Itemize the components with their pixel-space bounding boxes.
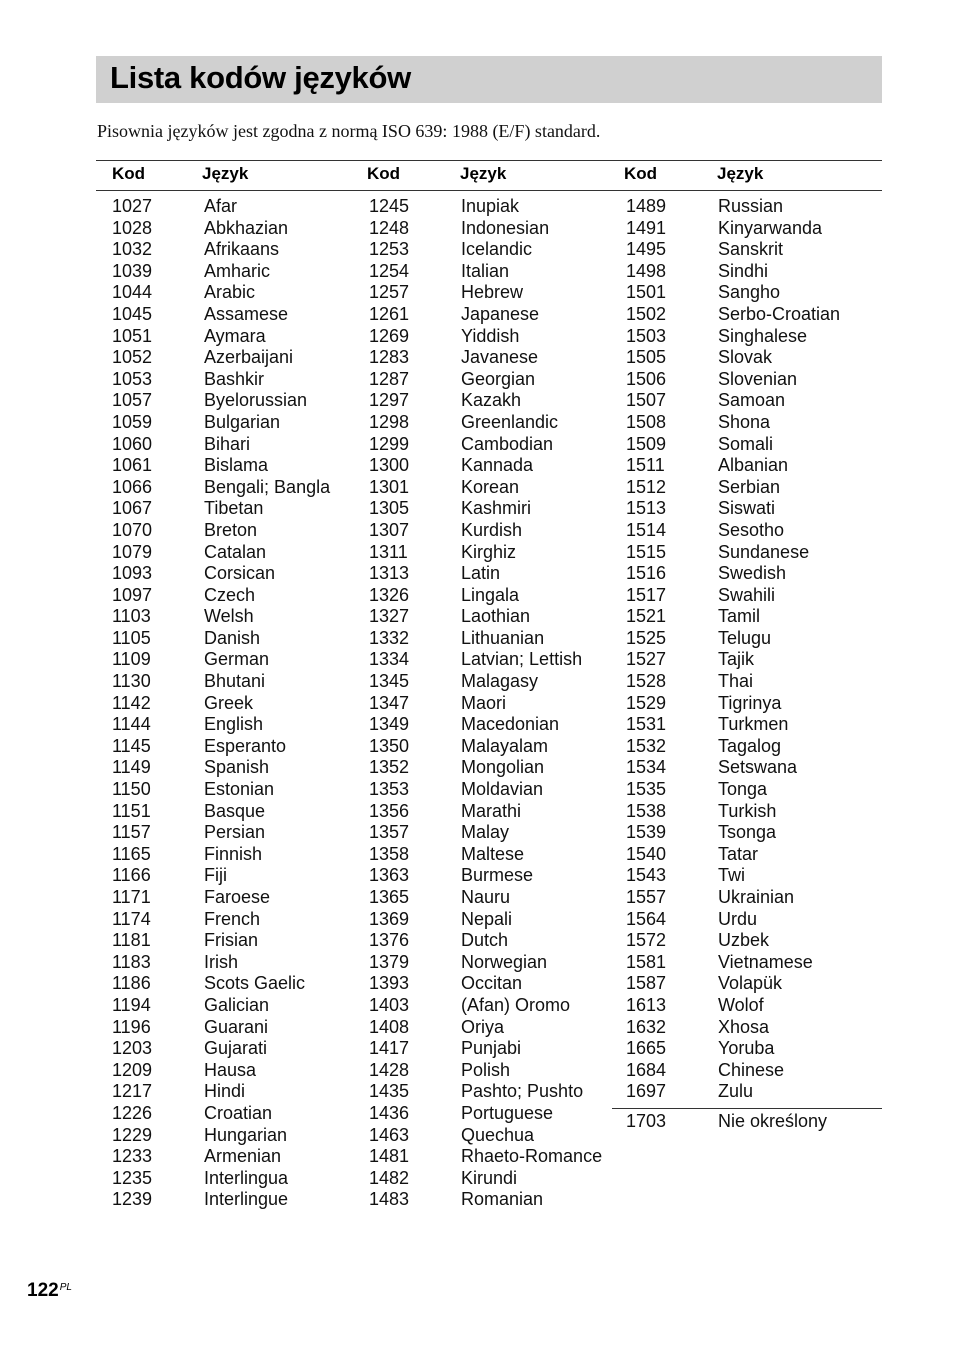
language-cell: Assamese (204, 303, 289, 324)
code-cell: 1543 (626, 865, 667, 886)
language-cell: Hebrew (461, 282, 524, 303)
code-cell: 1166 (112, 865, 151, 886)
language-cell: Malagasy (461, 671, 539, 692)
language-cell: Quechua (461, 1124, 535, 1145)
language-cell: Serbo-Croatian (718, 303, 841, 324)
language-cell: Dutch (461, 930, 509, 951)
code-cell: 1334 (369, 649, 410, 670)
code-cell: 1613 (626, 994, 667, 1015)
language-cell: Samoan (718, 390, 786, 411)
language-cell: Occitan (461, 973, 523, 994)
code-cell: 1417 (369, 1038, 410, 1059)
code-cell: 1525 (626, 627, 667, 648)
language-cell: Turkish (718, 800, 777, 821)
code-cell: 1506 (626, 368, 667, 389)
language-cell: Latvian; Lettish (461, 649, 583, 670)
code-cell: 1171 (112, 887, 151, 907)
code-cell: 1326 (369, 584, 410, 605)
language-cell: Basque (204, 800, 266, 821)
language-cell: Swedish (718, 563, 787, 584)
code-cell: 1165 (112, 843, 151, 864)
code-cell: 1572 (626, 930, 667, 951)
code-cell: 1298 (369, 411, 410, 432)
language-cell: Siswati (718, 498, 776, 519)
language-cell: Czech (204, 584, 256, 605)
language-cell: Tsonga (718, 822, 777, 843)
code-cell: 1358 (369, 843, 410, 864)
language-cell: Russian (718, 196, 784, 216)
language-cell: Galician (204, 994, 270, 1015)
language-cell: Bihari (204, 433, 251, 454)
code-cell: 1684 (626, 1059, 667, 1080)
code-cell: 1028 (112, 217, 153, 238)
language-cell: Punjabi (461, 1038, 522, 1059)
code-cell: 1233 (112, 1146, 153, 1167)
language-cell: Lingala (461, 584, 520, 605)
code-cell: 1482 (369, 1167, 410, 1188)
code-cell: 1093 (112, 563, 153, 584)
language-cell: Swahili (718, 584, 776, 605)
language-cell: Norwegian (461, 951, 548, 972)
language-cell: Tibetan (204, 498, 264, 519)
language-cell: English (204, 714, 264, 735)
language-cell: Cambodian (461, 433, 554, 454)
code-cell: 1408 (369, 1016, 410, 1037)
code-cell: 1535 (626, 779, 667, 800)
code-cell: 1109 (112, 649, 151, 670)
language-cell: Abkhazian (204, 217, 289, 238)
language-cell: Afar (204, 196, 238, 216)
code-cell: 1515 (626, 541, 667, 562)
code-cell: 1347 (369, 692, 410, 713)
code-cell: 1697 (626, 1081, 667, 1102)
language-cell: Catalan (204, 541, 267, 562)
code-cell: 1509 (626, 433, 667, 454)
language-cell: Marathi (461, 800, 522, 821)
code-cell: 1299 (369, 433, 410, 454)
language-cell: Kirundi (461, 1167, 518, 1188)
language-cell: Hungarian (204, 1124, 288, 1145)
language-cell: Welsh (204, 606, 254, 627)
language-cell: Sundanese (718, 541, 810, 562)
code-cell: 1463 (369, 1124, 410, 1145)
language-cell: Korean (461, 476, 520, 497)
header-bottom-rule (96, 190, 882, 191)
language-cell: Persian (204, 822, 266, 843)
code-cell: 1149 (112, 757, 151, 778)
language-cell: Nepali (461, 908, 513, 929)
code-cell: 1254 (369, 260, 410, 281)
code-cell: 1529 (626, 692, 667, 713)
language-cell: Sanskrit (718, 239, 784, 260)
language-cell: Moldavian (461, 779, 544, 800)
language-cell: Mongolian (461, 757, 545, 778)
code-cell: 1498 (626, 260, 667, 281)
language-cell: Nauru (461, 887, 511, 907)
language-cell: Inupiak (461, 196, 520, 216)
language-cell: Shona (718, 411, 771, 432)
code-cell: 1066 (112, 476, 153, 497)
language-cell: Macedonian (461, 714, 560, 735)
code-cell: 1103 (112, 606, 151, 627)
language-cell: Yiddish (461, 325, 520, 346)
code-cell: 1151 (112, 800, 151, 821)
code-cell: 1145 (112, 735, 151, 756)
language-cell: Uzbek (718, 930, 770, 951)
code-cell: 1369 (369, 908, 410, 929)
code-cell: 1174 (112, 908, 151, 929)
language-cell: Irish (204, 951, 239, 972)
code-cell: 1248 (369, 217, 410, 238)
language-cell: Javanese (461, 347, 539, 368)
code-cell: 1532 (626, 735, 667, 756)
code-cell: 1501 (626, 282, 667, 303)
code-cell: 1297 (369, 390, 410, 411)
language-cell: Croatian (204, 1102, 273, 1123)
code-cell: 1511 (626, 455, 665, 476)
language-cell: Sangho (718, 282, 781, 303)
code-cell: 1186 (112, 973, 151, 994)
language-cell: Finnish (204, 843, 263, 864)
language-cell: Rhaeto-Romance (461, 1146, 603, 1167)
code-cell: 1516 (626, 563, 667, 584)
language-cell: Maltese (461, 843, 525, 864)
code-cell: 1349 (369, 714, 410, 735)
code-cell: 1235 (112, 1167, 153, 1188)
code-cell: 1528 (626, 671, 667, 692)
code-cell: 1287 (369, 368, 410, 389)
language-cell: Telugu (718, 627, 772, 648)
language-cell: Tigrinya (718, 692, 782, 713)
code-cell: 1632 (626, 1016, 667, 1037)
language-cell: Tamil (718, 606, 761, 627)
code-cell: 1534 (626, 757, 667, 778)
code-cell: 1353 (369, 779, 410, 800)
code-cell: 1067 (112, 498, 153, 519)
code-cell: 1514 (626, 519, 667, 540)
language-cell: Hindi (204, 1081, 246, 1102)
language-cell: Kazakh (461, 390, 522, 411)
language-cell: Azerbaijani (204, 347, 294, 368)
code-cell: 1376 (369, 930, 410, 951)
code-cell: 1239 (112, 1189, 153, 1210)
language-cell: Laothian (461, 606, 531, 627)
language-cell: Singhalese (718, 325, 808, 346)
code-cell: 1061 (112, 455, 153, 476)
code-cell: 1229 (112, 1124, 153, 1145)
code-cell: 1557 (626, 887, 667, 907)
code-cell: 1209 (112, 1059, 153, 1080)
language-cell: Armenian (204, 1146, 282, 1167)
code-cell: 1365 (369, 887, 410, 907)
code-cell: 1491 (626, 217, 667, 238)
language-cell: Interlingua (204, 1167, 289, 1188)
language-cell: Xhosa (718, 1016, 770, 1037)
code-cell: 1039 (112, 260, 153, 281)
code-cell: 1527 (626, 649, 667, 670)
code-cell: 1305 (369, 498, 410, 519)
code-cell: 1097 (112, 584, 153, 605)
language-cell: Arabic (204, 282, 256, 303)
code-cell: 1057 (112, 390, 153, 411)
language-cell: Kashmiri (461, 498, 532, 519)
code-cell: 1051 (112, 325, 153, 346)
code-cell: 1269 (369, 325, 410, 346)
language-cell: Afrikaans (204, 239, 280, 260)
code-cell: 1428 (369, 1059, 410, 1080)
language-cell: Kurdish (461, 519, 523, 540)
code-cell: 1300 (369, 455, 410, 476)
code-cell: 1059 (112, 411, 153, 432)
language-cell: Somali (718, 433, 774, 454)
code-cell: 1327 (369, 606, 410, 627)
code-cell: 1027 (112, 196, 153, 216)
language-cell: Zulu (718, 1081, 754, 1102)
code-cell: 1052 (112, 347, 153, 368)
header-language-2: Język (460, 164, 507, 183)
language-cell: Oriya (461, 1016, 505, 1037)
extra-entry-rule (612, 1108, 882, 1109)
language-cell: Nie określony (718, 1111, 828, 1131)
language-cell: Turkmen (718, 714, 789, 735)
code-cell: 1332 (369, 627, 410, 648)
language-cell: Portuguese (461, 1102, 554, 1123)
code-cell: 1311 (369, 541, 408, 562)
language-cell: Albanian (718, 455, 789, 476)
language-cell: Bhutani (204, 671, 266, 692)
code-cell: 1044 (112, 282, 153, 303)
code-cell: 1032 (112, 239, 153, 260)
language-cell: (Afan) Oromo (461, 994, 571, 1015)
code-cell: 1130 (112, 671, 151, 692)
language-cell: Lithuanian (461, 627, 545, 648)
table-top-rule (96, 160, 882, 161)
language-cell: Breton (204, 519, 258, 540)
code-cell: 1587 (626, 973, 667, 994)
language-cell: Slovenian (718, 368, 798, 389)
language-cell: Tatar (718, 843, 759, 864)
code-cell: 1517 (626, 584, 667, 605)
code-cell: 1483 (369, 1189, 410, 1210)
language-cell: Gujarati (204, 1038, 268, 1059)
language-cell: Sesotho (718, 519, 785, 540)
intro-text: Pisownia języków jest zgodna z normą ISO 639: 1988 (E/F) standard. (97, 121, 601, 141)
code-cell: 1540 (626, 843, 667, 864)
language-cell: Serbian (718, 476, 781, 497)
code-cell: 1436 (369, 1102, 410, 1123)
code-cell: 1226 (112, 1102, 153, 1123)
language-cell: Frisian (204, 930, 259, 951)
code-cell: 1301 (369, 476, 410, 497)
language-cell: Italian (461, 260, 510, 281)
language-cell: Fiji (204, 865, 227, 886)
language-cell: Guarani (204, 1016, 269, 1037)
code-cell: 1379 (369, 951, 410, 972)
language-cell: Tagalog (718, 735, 782, 756)
code-cell: 1203 (112, 1038, 153, 1059)
code-cell: 1357 (369, 822, 410, 843)
language-cell: Kirghiz (461, 541, 517, 562)
page-number-value: 122 (27, 1280, 59, 1301)
page-title: Lista kodów języków (110, 60, 411, 95)
language-cell: Chinese (718, 1059, 785, 1080)
language-cell: Kinyarwanda (718, 217, 823, 238)
title-bar (96, 56, 882, 103)
language-cell: Tajik (718, 649, 755, 670)
language-cell: Bislama (204, 455, 269, 476)
code-cell: 1539 (626, 822, 667, 843)
code-cell: 1350 (369, 735, 410, 756)
language-cell: Hausa (204, 1059, 257, 1080)
language-cell: Urdu (718, 908, 758, 929)
language-cell: Wolof (718, 994, 764, 1015)
language-cell: Byelorussian (204, 390, 308, 411)
code-cell: 1512 (626, 476, 667, 497)
language-cell: Scots Gaelic (204, 973, 306, 994)
code-cell: 1363 (369, 865, 410, 886)
language-cell: Greenlandic (461, 411, 559, 432)
page-number (27, 1280, 72, 1302)
language-cell: Icelandic (461, 239, 533, 260)
language-cell: Sindhi (718, 260, 769, 281)
language-cell: Estonian (204, 779, 275, 800)
code-cell: 1489 (626, 196, 667, 216)
code-cell: 1283 (369, 347, 410, 368)
language-cell: Georgian (461, 368, 536, 389)
language-cell: Burmese (461, 865, 534, 886)
code-cell: 1503 (626, 325, 667, 346)
code-cell: 1356 (369, 800, 410, 821)
code-cell: 1665 (626, 1038, 667, 1059)
header-language-1: Język (202, 164, 249, 183)
code-cell: 1196 (112, 1016, 151, 1037)
header-code-3: Kod (624, 164, 658, 183)
code-cell: 1045 (112, 303, 153, 324)
code-cell: 1581 (626, 951, 667, 972)
code-cell: 1538 (626, 800, 667, 821)
language-cell: Greek (204, 692, 254, 713)
language-cell: Slovak (718, 347, 773, 368)
header-language-3: Język (717, 164, 764, 183)
header-code-2: Kod (367, 164, 401, 183)
code-cell: 1245 (369, 196, 410, 216)
code-cell: 1070 (112, 519, 153, 540)
code-cell: 1142 (112, 692, 151, 713)
code-cell: 1307 (369, 519, 410, 540)
language-cell: Amharic (204, 260, 271, 281)
code-cell: 1157 (112, 822, 151, 843)
code-cell: 1521 (626, 606, 667, 627)
language-cell: French (204, 908, 261, 929)
language-cell: Vietnamese (718, 951, 813, 972)
code-cell: 1060 (112, 433, 153, 454)
language-cell: Bengali; Bangla (204, 476, 331, 497)
code-cell: 1703 (626, 1111, 667, 1131)
language-cell: German (204, 649, 270, 670)
language-cell: Yoruba (718, 1038, 775, 1059)
code-cell: 1150 (112, 779, 151, 800)
code-cell: 1352 (369, 757, 410, 778)
code-cell: 1261 (369, 303, 410, 324)
code-cell: 1513 (626, 498, 667, 519)
language-cell: Esperanto (204, 735, 287, 756)
code-cell: 1053 (112, 368, 153, 389)
language-cell: Malayalam (461, 735, 549, 756)
code-cell: 1502 (626, 303, 667, 324)
language-cell: Maori (461, 692, 507, 713)
code-cell: 1508 (626, 411, 667, 432)
code-cell: 1181 (112, 930, 151, 951)
code-cell: 1217 (112, 1081, 153, 1102)
language-cell: Romanian (461, 1189, 544, 1210)
language-cell: Twi (718, 865, 745, 886)
language-cell: Corsican (204, 563, 276, 584)
code-cell: 1194 (112, 994, 151, 1015)
language-cell: Setswana (718, 757, 798, 778)
code-cell: 1313 (369, 563, 410, 584)
header-code-1: Kod (112, 164, 146, 183)
code-cell: 1345 (369, 671, 410, 692)
code-cell: 1183 (112, 951, 151, 972)
code-cell: 1144 (112, 714, 151, 735)
language-cell: Malay (461, 822, 510, 843)
code-cell: 1105 (112, 627, 151, 648)
language-cell: Indonesian (461, 217, 550, 238)
language-cell: Latin (461, 563, 501, 584)
code-cell: 1481 (369, 1146, 410, 1167)
code-cell: 1257 (369, 282, 410, 303)
code-cell: 1253 (369, 239, 410, 260)
code-cell: 1564 (626, 908, 667, 929)
language-cell: Japanese (461, 303, 540, 324)
code-cell: 1435 (369, 1081, 410, 1102)
code-cell: 1531 (626, 714, 667, 735)
language-cell: Faroese (204, 887, 271, 907)
language-cell: Volapük (718, 973, 783, 994)
code-cell: 1495 (626, 239, 667, 260)
language-cell: Polish (461, 1059, 511, 1080)
language-cell: Interlingue (204, 1189, 289, 1210)
code-cell: 1079 (112, 541, 153, 562)
language-cell: Bulgarian (204, 411, 281, 432)
code-cell: 1403 (369, 994, 410, 1015)
language-cell: Spanish (204, 757, 270, 778)
language-cell: Kannada (461, 455, 534, 476)
language-cell: Ukrainian (718, 887, 795, 907)
language-cell: Pashto; Pushto (461, 1081, 584, 1102)
language-cell: Aymara (204, 325, 266, 346)
language-cell: Tonga (718, 779, 768, 800)
code-cell: 1393 (369, 973, 410, 994)
code-cell: 1505 (626, 347, 667, 368)
page-language-suffix: PL (59, 1282, 72, 1293)
code-cell: 1507 (626, 390, 667, 411)
language-cell: Bashkir (204, 368, 265, 389)
language-cell: Danish (204, 627, 261, 648)
language-cell: Thai (718, 671, 754, 692)
